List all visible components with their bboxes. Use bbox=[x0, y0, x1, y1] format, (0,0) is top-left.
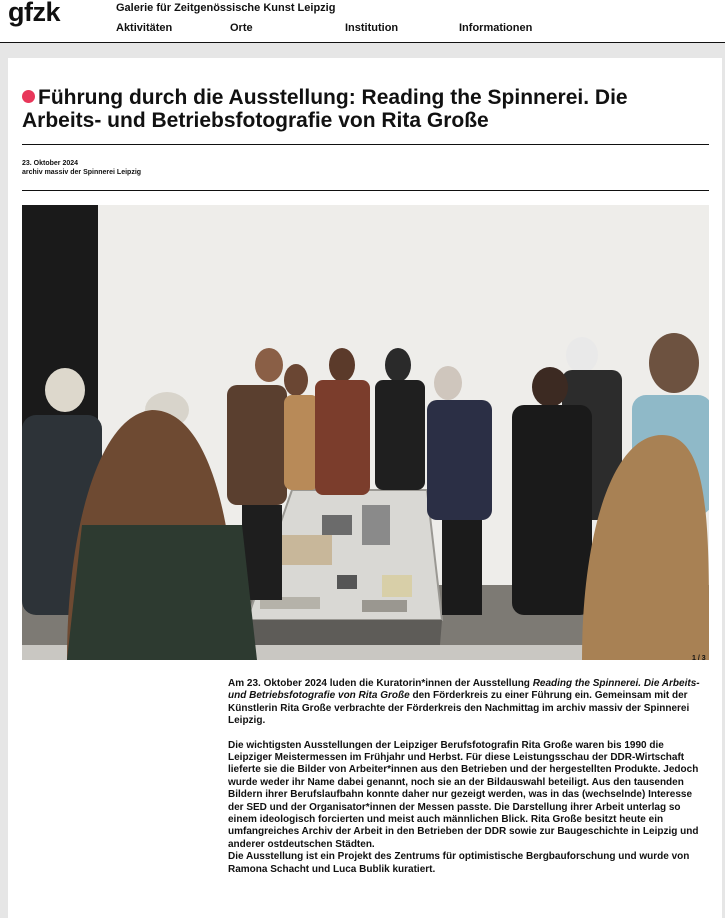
gallery-photo-icon[interactable] bbox=[22, 205, 709, 660]
nav-item-orte[interactable]: Orte bbox=[230, 22, 253, 34]
site-header bbox=[0, 0, 725, 43]
nav-item-institution[interactable]: Institution bbox=[345, 22, 399, 34]
nav-item-aktivitaeten[interactable]: Aktivitäten bbox=[116, 22, 173, 34]
article-paragraph-1 bbox=[228, 678, 710, 728]
article-date: 23. Oktober 2024 bbox=[22, 160, 79, 167]
article-meta bbox=[22, 159, 141, 177]
paragraph-1-text: Am 23. Oktober 2024 luden die Kuratorin*innen der Ausstellung bbox=[228, 678, 533, 689]
exhibition-title: Reading the Spinnerei. Die Arbeits- und Betriebsfotografie von Rita Große bbox=[228, 678, 700, 702]
accent-dot-icon bbox=[22, 90, 35, 103]
gallery-photo-illustration bbox=[22, 205, 709, 660]
article-title bbox=[22, 86, 702, 132]
article-paragraph-3: Die Ausstellung ist ein Projekt des Zentrums für optimistische Bergbauforschung und wurde von Ramona Schacht und Luca Bublik kuratiert. bbox=[228, 851, 690, 875]
paragraph-1-text-end: den Förderkreis zu einer Führung ein. Gemeinsam mit der Künstlerin Rita Große verbrachte der Förderkreis den Nachmittag im archiv massiv der Spinnerei Leipzig. bbox=[228, 690, 690, 727]
article-page bbox=[8, 58, 722, 918]
divider bbox=[22, 190, 709, 191]
divider bbox=[22, 144, 709, 145]
article-paragraph-2: Die wichtigsten Ausstellungen der Leipziger Berufsfotografin Rita Große waren bis 1990 die Leipziger Meistermessen im Frühjahr und Herbst. Für diese Leistungsschau der DDR-Wirtschaft lieferte sie die Bilder von Arbeiter*innen aus den Betrieben und der hergestellten Produkte. Jedoch wurde weder ihr Name dabei genannt, noch sie an der Bildauswahl beteiligt. Aus den tausenden Bildern ihrer Berufslaufbahn konnte daher nur gezeigt werden, was in das (wechselnde) Interesse der SED und der Organisator*innen der Messen passte. Die Darstellung ihrer Arbeit unterlag so einem ideologisch forcierten und meist auch männlichen Blick. Rita Große besitzt heute ein umfangreiches Archiv der Arbeit in den Betrieben der DDR sowie zur Baugeschichte in Leipzig und anderer ostdeutschen Städten. bbox=[228, 739, 699, 850]
article-title-text: Führung durch die Ausstellung: Reading the Spinnerei. Die Arbeits- und Betriebsfotografie von Rita Große bbox=[22, 86, 628, 132]
gallery-counter: 1 / 3 bbox=[692, 655, 706, 662]
site-logo[interactable]: gfzk bbox=[8, 0, 60, 27]
article-body bbox=[228, 678, 710, 876]
article-location: archiv massiv der Spinnerei Leipzig bbox=[22, 169, 142, 176]
nav-item-informationen[interactable]: Informationen bbox=[459, 22, 533, 34]
site-title[interactable]: Galerie für Zeitgenössische Kunst Leipzig bbox=[116, 2, 336, 14]
